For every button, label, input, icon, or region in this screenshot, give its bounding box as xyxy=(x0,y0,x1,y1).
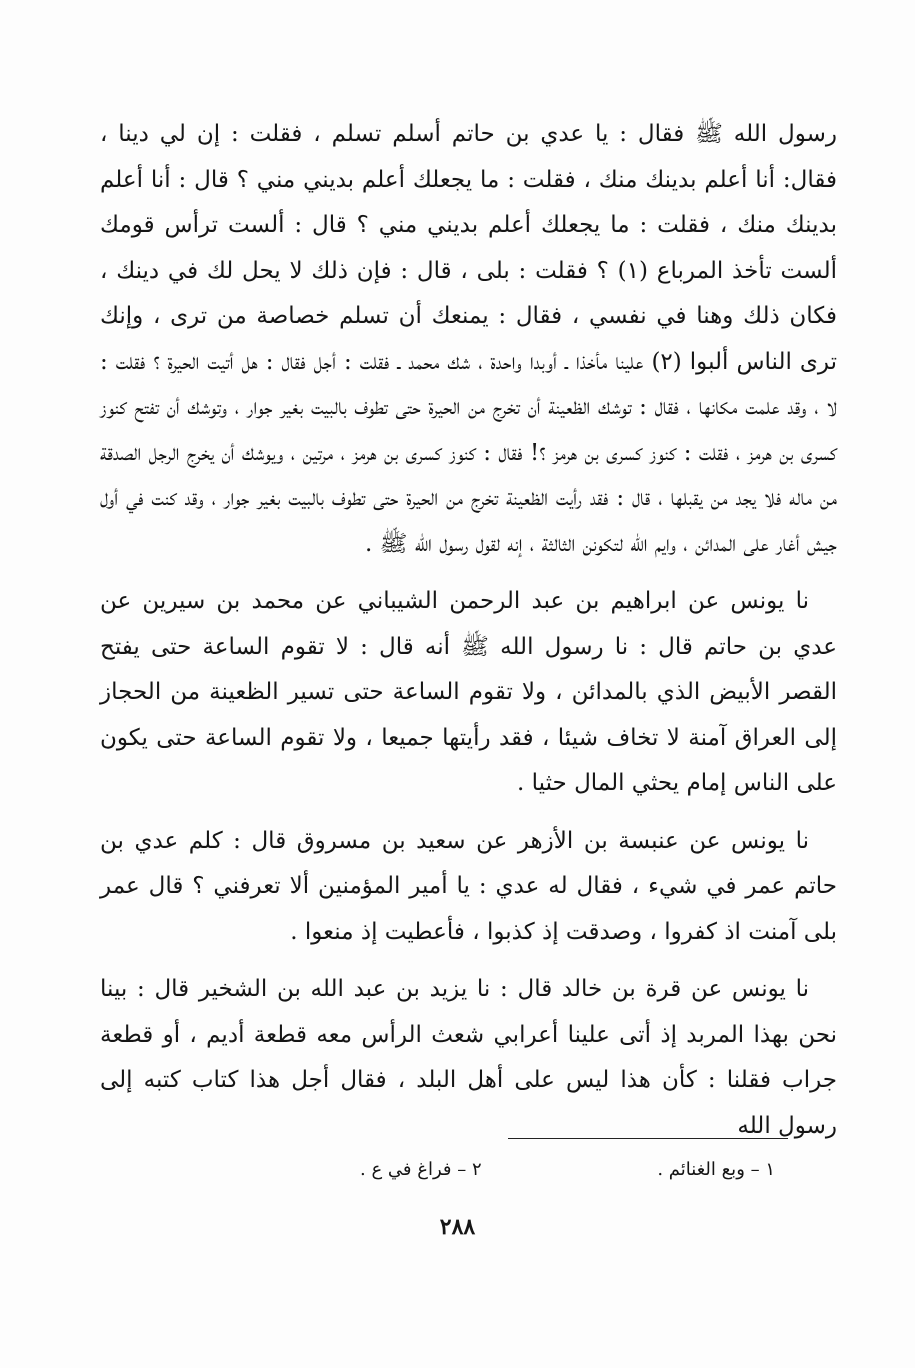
footnote-2: ٢ – فراغ في ع . xyxy=(360,1159,482,1180)
footnotes xyxy=(360,1157,775,1183)
footnote-divider xyxy=(508,1138,788,1139)
paragraph-2: نا يونس عن ابراهيم بن عبد الرحمن الشيباني عن محمد بن سيرين عن عدي بن حاتم قال : نا رسول الله ﷺ أنه قال : لا تقوم الساعة حتى يفتح القصر الأبيض الذي بالمدائن ، ولا تقوم الساعة حتى تسير الظعينة من الحجاز إلى العراق آمنة لا تخاف شيئا ، فقد رأيتها جميعا ، ولا تقوم الساعة حتى يكون على الناس إمام يحثي المال حثيا . xyxy=(100,588,837,796)
footnote-1: ١ – وبع الغنائم . xyxy=(657,1159,775,1180)
paragraph-3: نا يونس عن عنبسة بن الأزهر عن سعيد بن مسروق قال : كلم عدي بن حاتم عمر في شيء ، فقال له عدي : يا أمير المؤمنين ألا تعرفني ؟ قال عمر بلى آمنت اذ كفروا ، وصدقت إذ كذبوا ، فأعطيت إذ منعوا . xyxy=(100,827,837,945)
page-number: ٢٨٨ xyxy=(439,1214,476,1240)
paragraph-4: نا يونس عن قرة بن خالد قال : نا يزيد بن عبد الله بن الشخير قال : بينا نحن بهذا المربد إذ أتى علينا أعرابي شعث الرأس معه قطعة أديم ، أو قطعة جراب فقلنا : كأن هذا ليس على أهل البلد ، فقال أجل هذا كتاب كتبه إلى رسول الله xyxy=(100,976,837,1139)
paragraph-1: رسول الله ﷺ فقال : يا عدي بن حاتم أسلم تسلم ، فقلت : إن لي دينا ، فقال: أنا أعلم بدينك منك ، فقلت : ما يجعلك أعلم بديني مني ؟ قال : أنا أعلم بدينك منك ، فقلت : ما يجعلك أعلم بديني مني ؟ قال : ألست ترأس قومك ألست تأخذ المرباع (١) ؟ فقلت : بلى ، قال : فإن ذلك لا يحل لك في دينك ، فكان ذلك وهنا في نفسي ، فقال : يمنعك أن تسلم خصاصة من ترى ، وإنك ترى الناس ألبوا (٢) علينا مأخذا ـ أوبدا واحدة ، شك محمد ـ فقلت : أجل فقال : هل أتيت الحيرة ؟ فقلت : لا ، وقد علمت مكانها ، فقال : توشك الظعينة أن تخرج من الحيرة حتى تطوف بالبيت بغير جوار ، وتوشك أن تفتح كنوز كسرى بن هرمز ، فقلت : كنوز كسرى بن هرمز ؟! فقال : كنوز كسرى بن هرمز ، مرتين ، ويوشك أن يخرج الرجل الصدقة من ماله فلا يجد من يقبلها ، قال : فقد رأيت الظعينة تخرج من الحيرة حتى تطوف بالبيت بغير جوار ، وقد كنت في أول جيش أغار على المدائن ، وايم الله لتكونن الثالثة ، إنه لقول رسول الله ﷺ . xyxy=(100,121,837,557)
main-text xyxy=(100,112,837,1149)
